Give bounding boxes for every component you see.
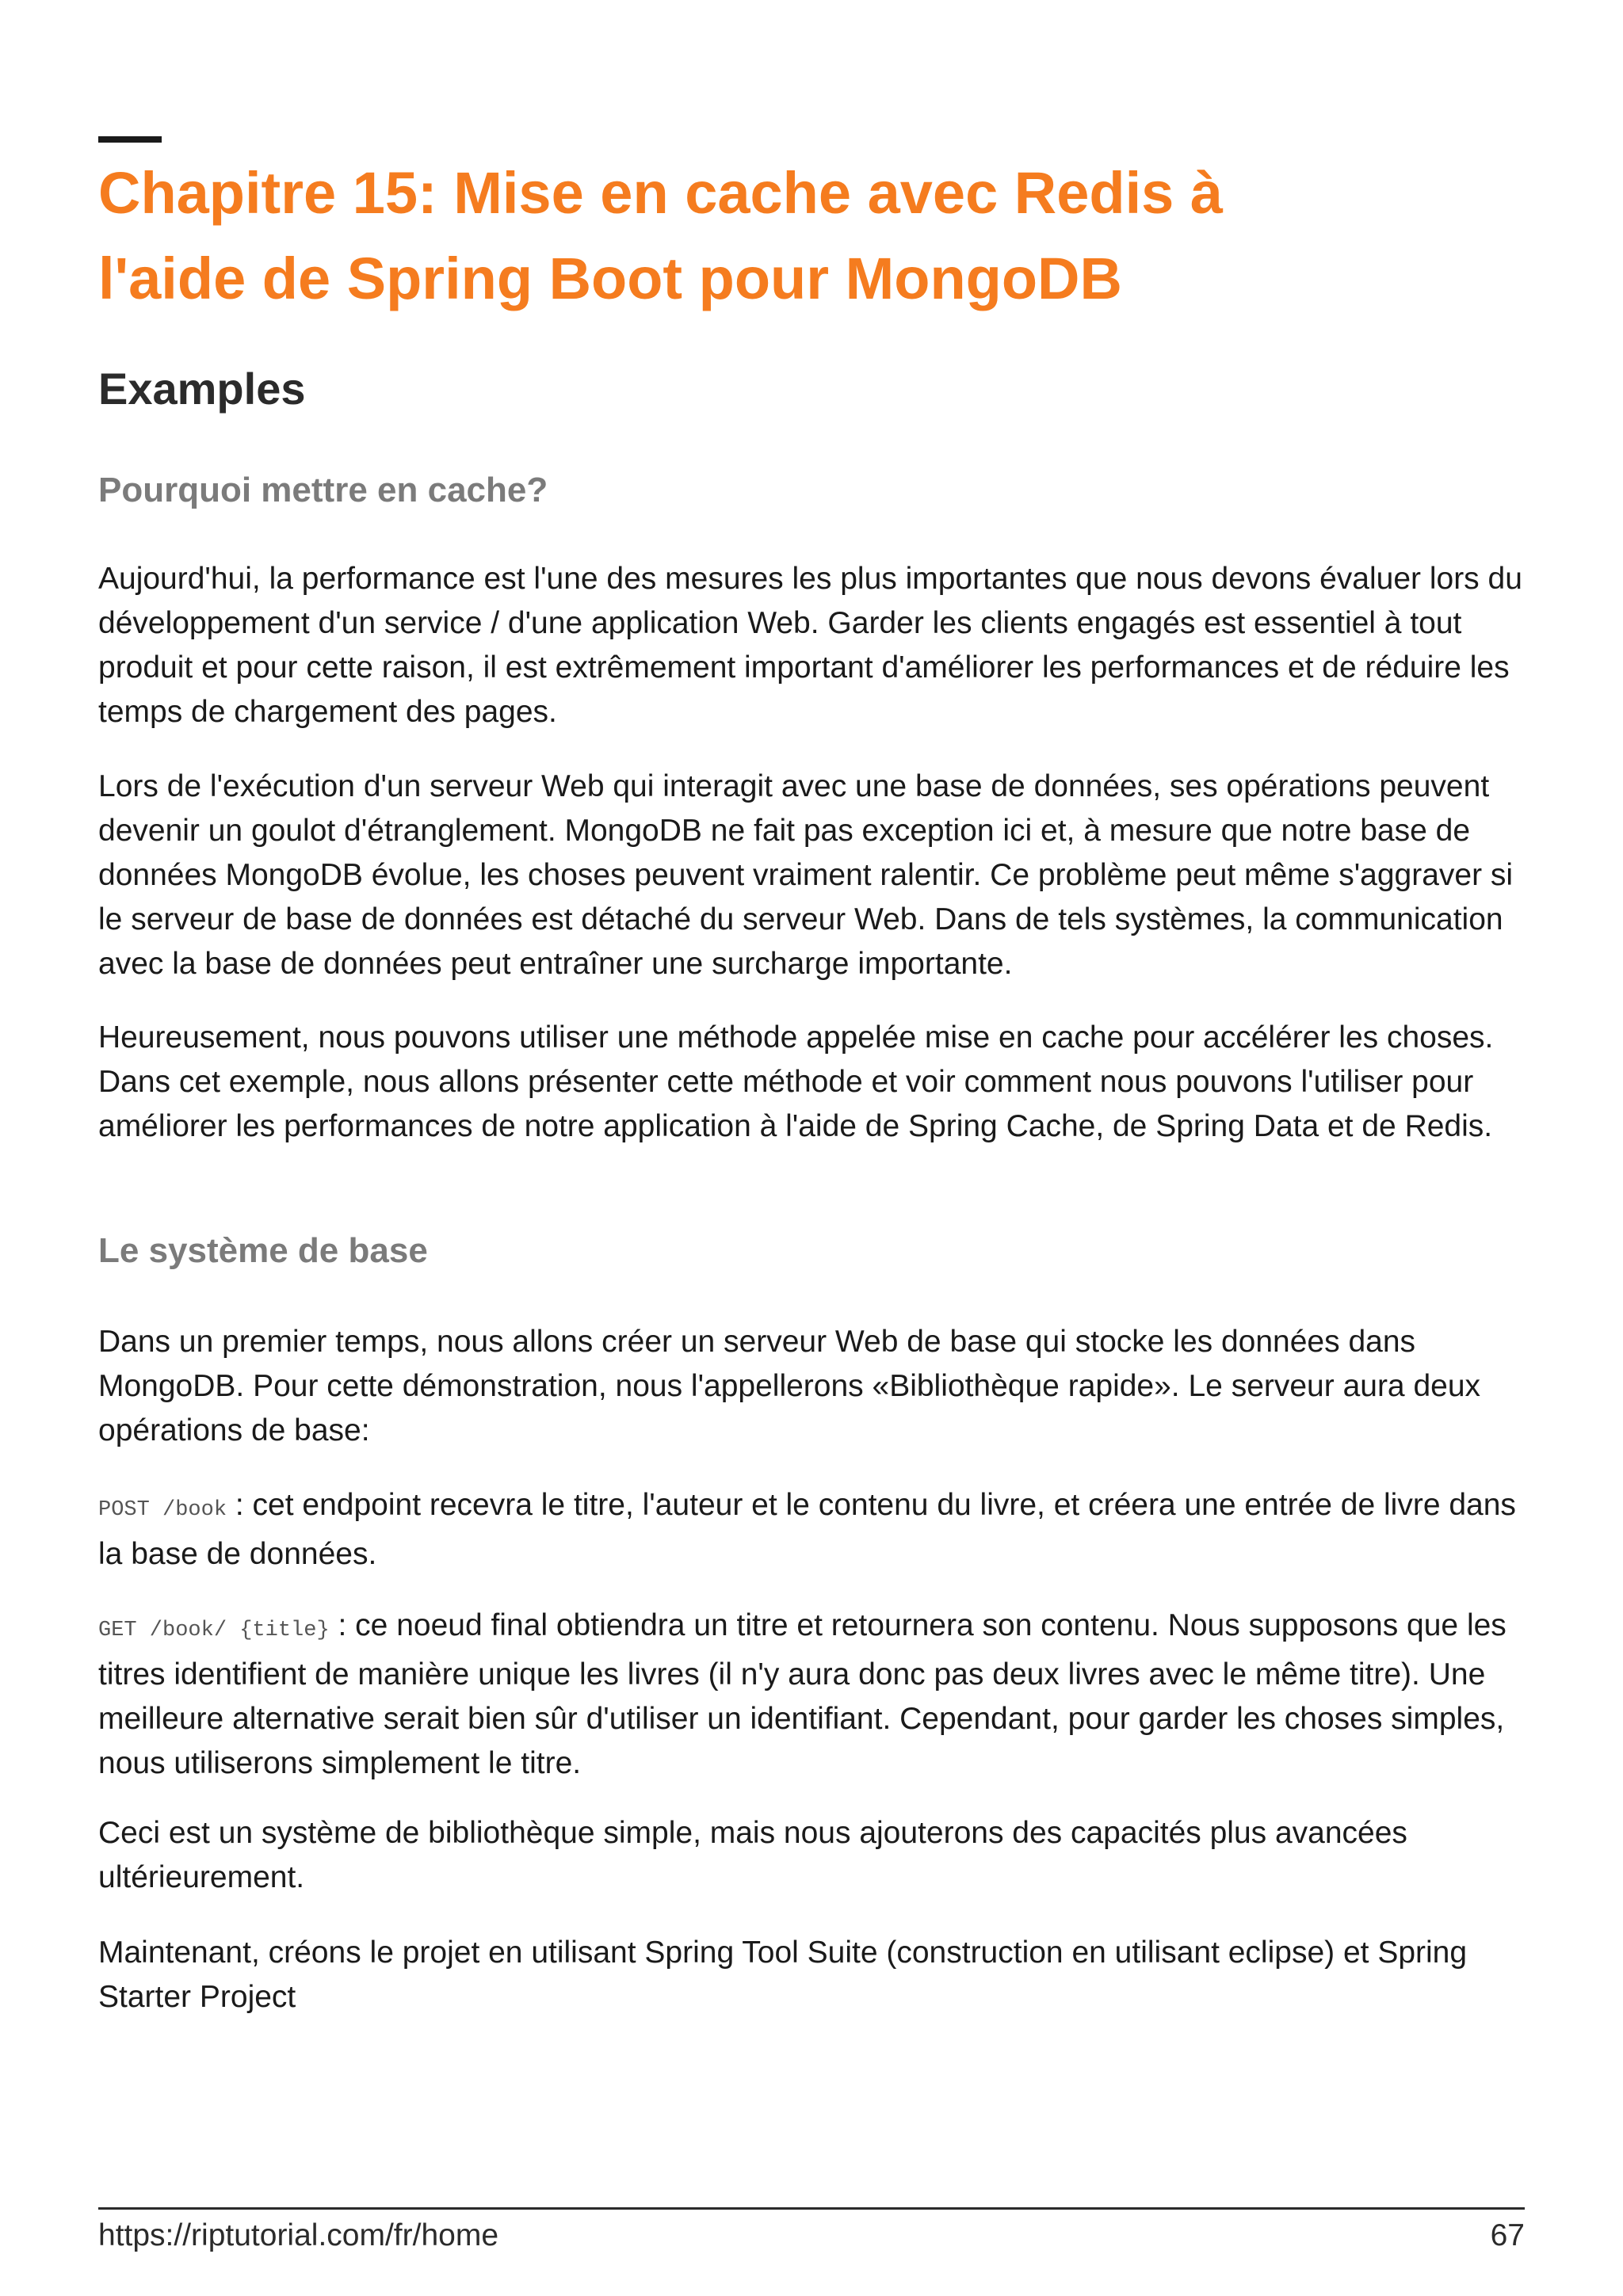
paragraph: Aujourd'hui, la performance est l'une des mesures les plus importantes que nous devons évaluer lors du développement d'un service / d'une application Web. Garder les clients engagés est essentiel à tout produit et pour cette raison, il est extrêmement important d'améliorer les performances et de réduire les temps de chargement des pages. [98,562,1522,729]
subheading-why-cache: Pourquoi mettre en cache? [98,471,548,509]
paragraph: Heureusement, nous pouvons utiliser une méthode appelée mise en cache pour accélérer les choses. Dans cet exemple, nous allons présenter cette méthode et voir comment nous pouvons l'utiliser pour améliorer les performances de notre application à l'aide de Spring Cache, de Spring Data et de Redis. [98,1020,1494,1143]
chapter-title [98,151,1525,322]
section-title: Examples [98,364,306,414]
endpoint-description: : ce noeud final obtiendra un titre et retournera son contenu. Nous supposons que les titres identifient de manière unique les livres (il n'y aura donc pas deux livres avec le même titre). Une meilleure alternative serait bien sûr d'utiliser un identifiant. Cependant, pour garder les choses simples, nous utiliserons simplement le titre. [98,1608,1507,1780]
chapter-title-line-2: l'aide de Spring Boot pour MongoDB [98,246,1122,311]
paragraph: Ceci est un système de bibliothèque simple, mais nous ajouterons des capacités plus avancées ultérieurement. [98,1816,1407,1894]
paragraph: Lors de l'exécution d'un serveur Web qui interagit avec une base de données, ses opérations peuvent devenir un goulot d'étranglement. MongoDB ne fait pas exception ici et, à mesure que notre base de données MongoDB évolue, les choses peuvent vraiment ralentir. Ce problème peut même s'aggraver si le serveur de base de données est détaché du serveur Web. Dans de tels systèmes, la communication avec la base de données peut entraîner une surcharge importante. [98,769,1514,981]
page-number: 67 [1490,2218,1525,2252]
endpoint-code: POST /book [98,1498,227,1522]
paragraph: Maintenant, créons le projet en utilisant Spring Tool Suite (construction en utilisant eclipse) et Spring Starter Project [98,1936,1468,2014]
endpoint-post-book [98,1483,1525,1577]
footer-url: https://riptutorial.com/fr/home [98,2218,499,2252]
chapter-title-line-1: Chapitre 15: Mise en cache avec Redis à [98,160,1224,226]
endpoint-description: : cet endpoint recevra le titre, l'auteur et le contenu du livre, et créera une entrée de livre dans la base de données. [98,1488,1516,1571]
chapter-rule [98,136,162,143]
paragraph: Dans un premier temps, nous allons créer un serveur Web de base qui stocke les données dans MongoDB. Pour cette démonstration, nous l'appellerons «Bibliothèque rapide». Le serveur aura deux opérations de base: [98,1325,1481,1447]
subheading-base-system: Le système de base [98,1231,428,1270]
footer-rule [98,2207,1525,2210]
endpoint-get-book [98,1604,1525,1786]
endpoint-code: GET /book/ {title} [98,1619,330,1642]
